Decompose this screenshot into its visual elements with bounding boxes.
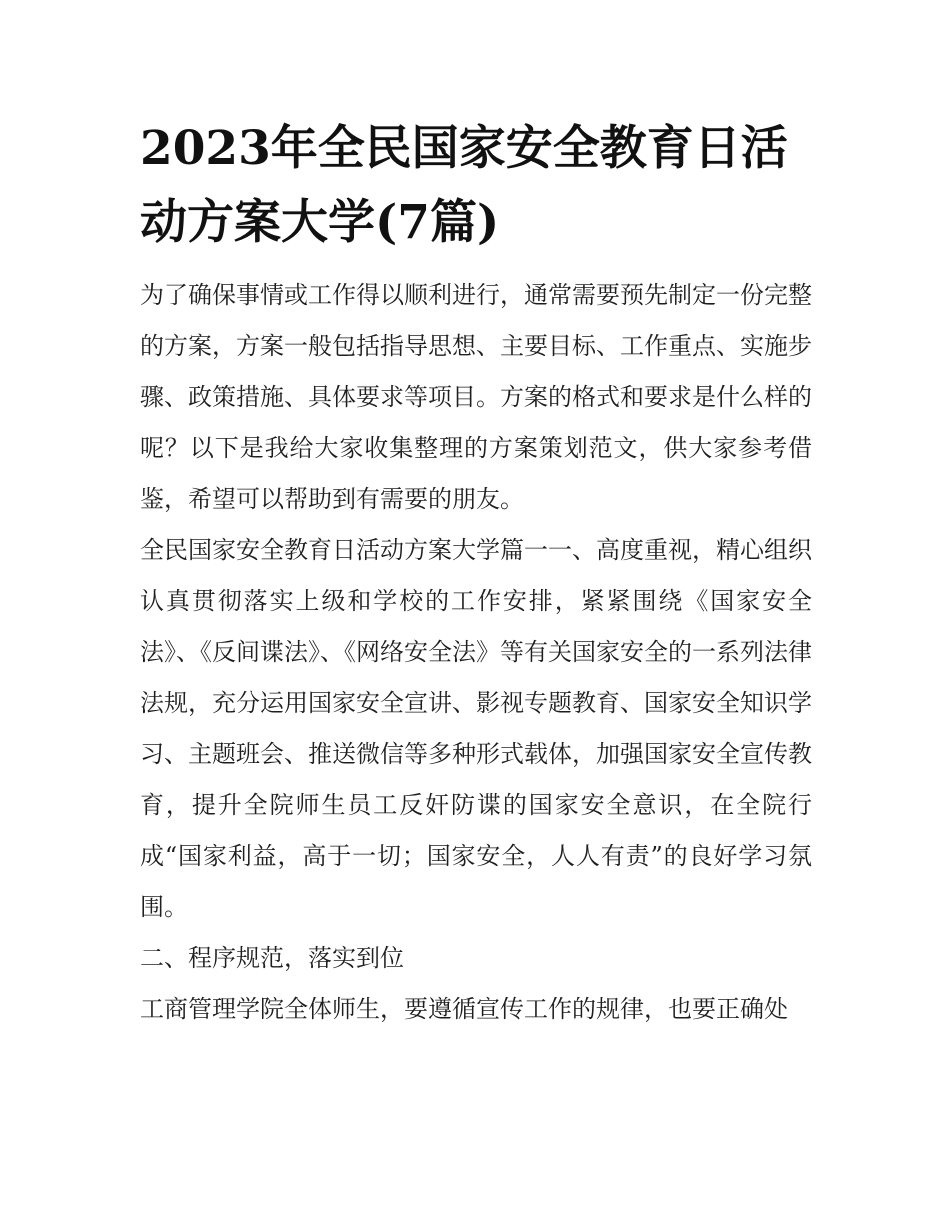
document-title: 2023年全民国家安全教育日活动方案大学(7篇) [140, 121, 788, 250]
section-heading-2: 二、程序规范，落实到位 [140, 944, 404, 972]
document-content [140, 112, 812, 1035]
section-1-paragraph: 认真贯彻落实上级和学校的工作安排，紧紧围绕《国家安全法》、《反间谍法》、《网络安全法》等有关国家安全的一系列法律法规，充分运用国家安全宣讲、影视专题教育、国家安全知识学习、主题班会、推送微信等多种形式载体，加强国家安全宣传教育，提升全院师生员工反奸防谍的国家安全意识，在全院行成“国家利益，高于一切；国家安全，人人有责”的良好学习氛围。 [140, 587, 812, 921]
intro-paragraph: 为了确保事情或工作得以顺利进行，通常需要预先制定一份完整的方案，方案一般包括指导思想、主要目标、工作重点、实施步骤、政策措施、具体要求等项目。方案的格式和要求是什么样的呢？以下是我给大家收集整理的方案策划范文，供大家参考借鉴，希望可以帮助到有需要的朋友。 [140, 281, 812, 513]
section-heading-part-1: 全民国家安全教育日活动方案大学篇一一、高度重视，精心组织 [140, 536, 812, 564]
section-2-paragraph: 工商管理学院全体师生，要遵循宣传工作的规律，也要正确处 [140, 995, 788, 1023]
